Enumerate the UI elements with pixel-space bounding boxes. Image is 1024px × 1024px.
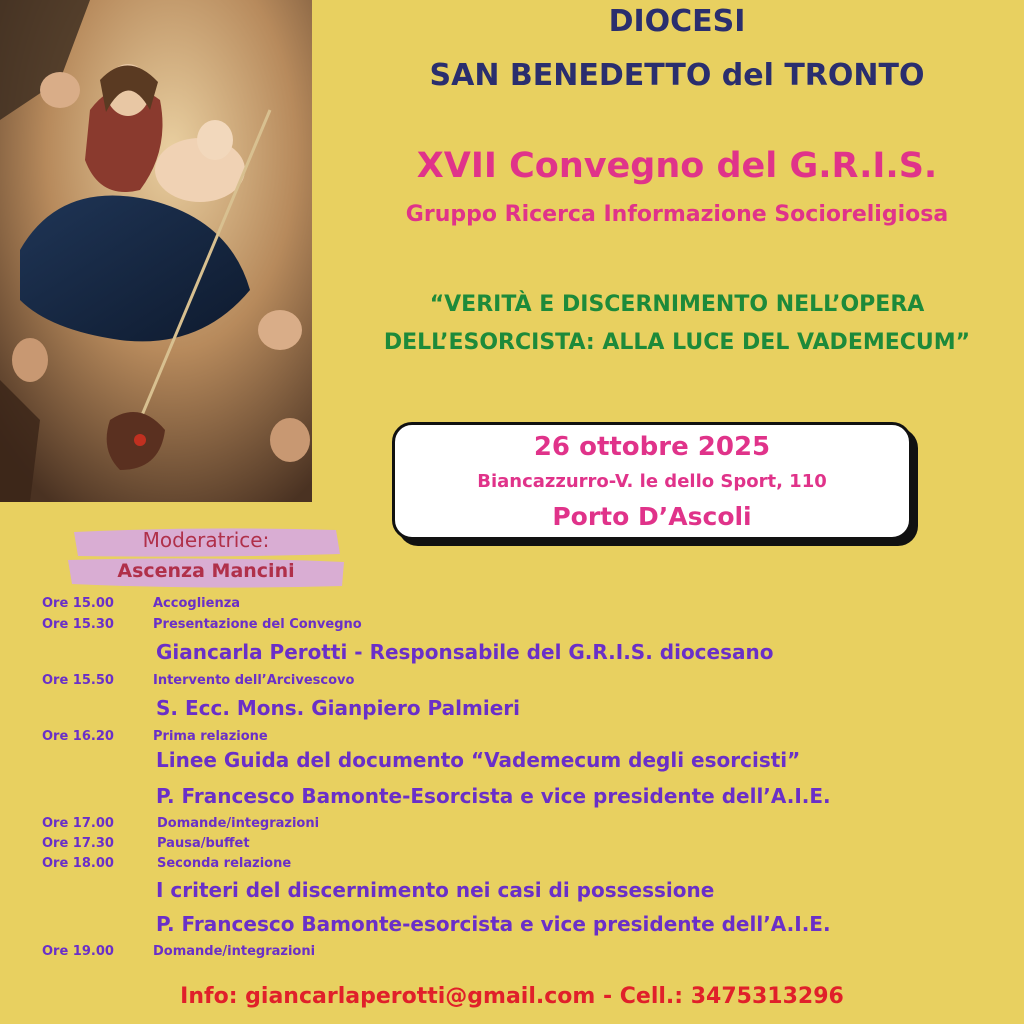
theme-line-1: “VERITÀ E DISCERNIMENTO NELL’OPERA	[429, 292, 925, 317]
schedule-label: Prima relazione	[153, 729, 268, 744]
schedule-time: Ore 15.30	[42, 617, 114, 632]
schedule-label: Domande/integrazioni	[157, 816, 320, 831]
moderator-name: Ascenza Mancini	[117, 560, 295, 582]
moderator-label: Moderatrice:	[142, 528, 270, 552]
speaker-line: S. Ecc. Mons. Gianpiero Palmieri	[156, 696, 521, 720]
theme-title	[330, 286, 1024, 362]
contact-info: Info: giancarlaperotti@gmail.com - Cell.: 3475313296	[180, 984, 844, 1009]
diocese-heading	[330, 4, 1024, 94]
speaker-line: Giancarla Perotti - Responsabile del G.R.I.S. diocesano	[156, 640, 774, 664]
schedule-time: Ore 19.00	[42, 944, 114, 959]
schedule-time: Ore 16.20	[42, 729, 114, 744]
schedule-label: Domande/integrazioni	[153, 944, 316, 959]
gruppo-subtitle: Gruppo Ricerca Informazione Socioreligiosa	[405, 202, 949, 227]
schedule-time: Ore 17.00	[42, 816, 114, 831]
diocesi-label: DIOCESI	[608, 4, 746, 39]
talk-title: I criteri del discernimento nei casi di possessione	[156, 878, 715, 902]
speaker-line: P. Francesco Bamonte-Esorcista e vice presidente dell’A.I.E.	[156, 784, 831, 808]
speaker-line: P. Francesco Bamonte-esorcista e vice presidente dell’A.I.E.	[156, 912, 831, 936]
event-address: Biancazzurro-V. le dello Sport, 110	[477, 471, 827, 492]
schedule-label: Intervento dell’Arcivescovo	[153, 673, 355, 688]
theme-line-2: DELL’ESORCISTA: ALLA LUCE DEL VADEMECUM”	[383, 330, 971, 355]
event-date: 26 ottobre 2025	[533, 432, 771, 462]
convegno-title: XVII Convegno del G.R.I.S.	[416, 146, 938, 186]
schedule-time: Ore 15.50	[42, 673, 114, 688]
talk-title: Linee Guida del documento “Vademecum degli esorcisti”	[156, 748, 801, 772]
schedule-time: Ore 17.30	[42, 836, 114, 851]
moderator-block	[64, 526, 348, 590]
madonna-painting	[0, 0, 312, 502]
event-info-box	[392, 422, 912, 540]
city-label: SAN BENEDETTO del TRONTO	[429, 58, 925, 93]
schedule-time: Ore 15.00	[42, 596, 114, 611]
schedule-time: Ore 18.00	[42, 856, 114, 871]
event-place: Porto D’Ascoli	[552, 502, 752, 531]
schedule-label: Accoglienza	[153, 596, 241, 611]
schedule-label: Pausa/buffet	[157, 836, 250, 851]
schedule-label: Seconda relazione	[157, 856, 292, 871]
schedule-label: Presentazione del Convegno	[153, 617, 362, 632]
